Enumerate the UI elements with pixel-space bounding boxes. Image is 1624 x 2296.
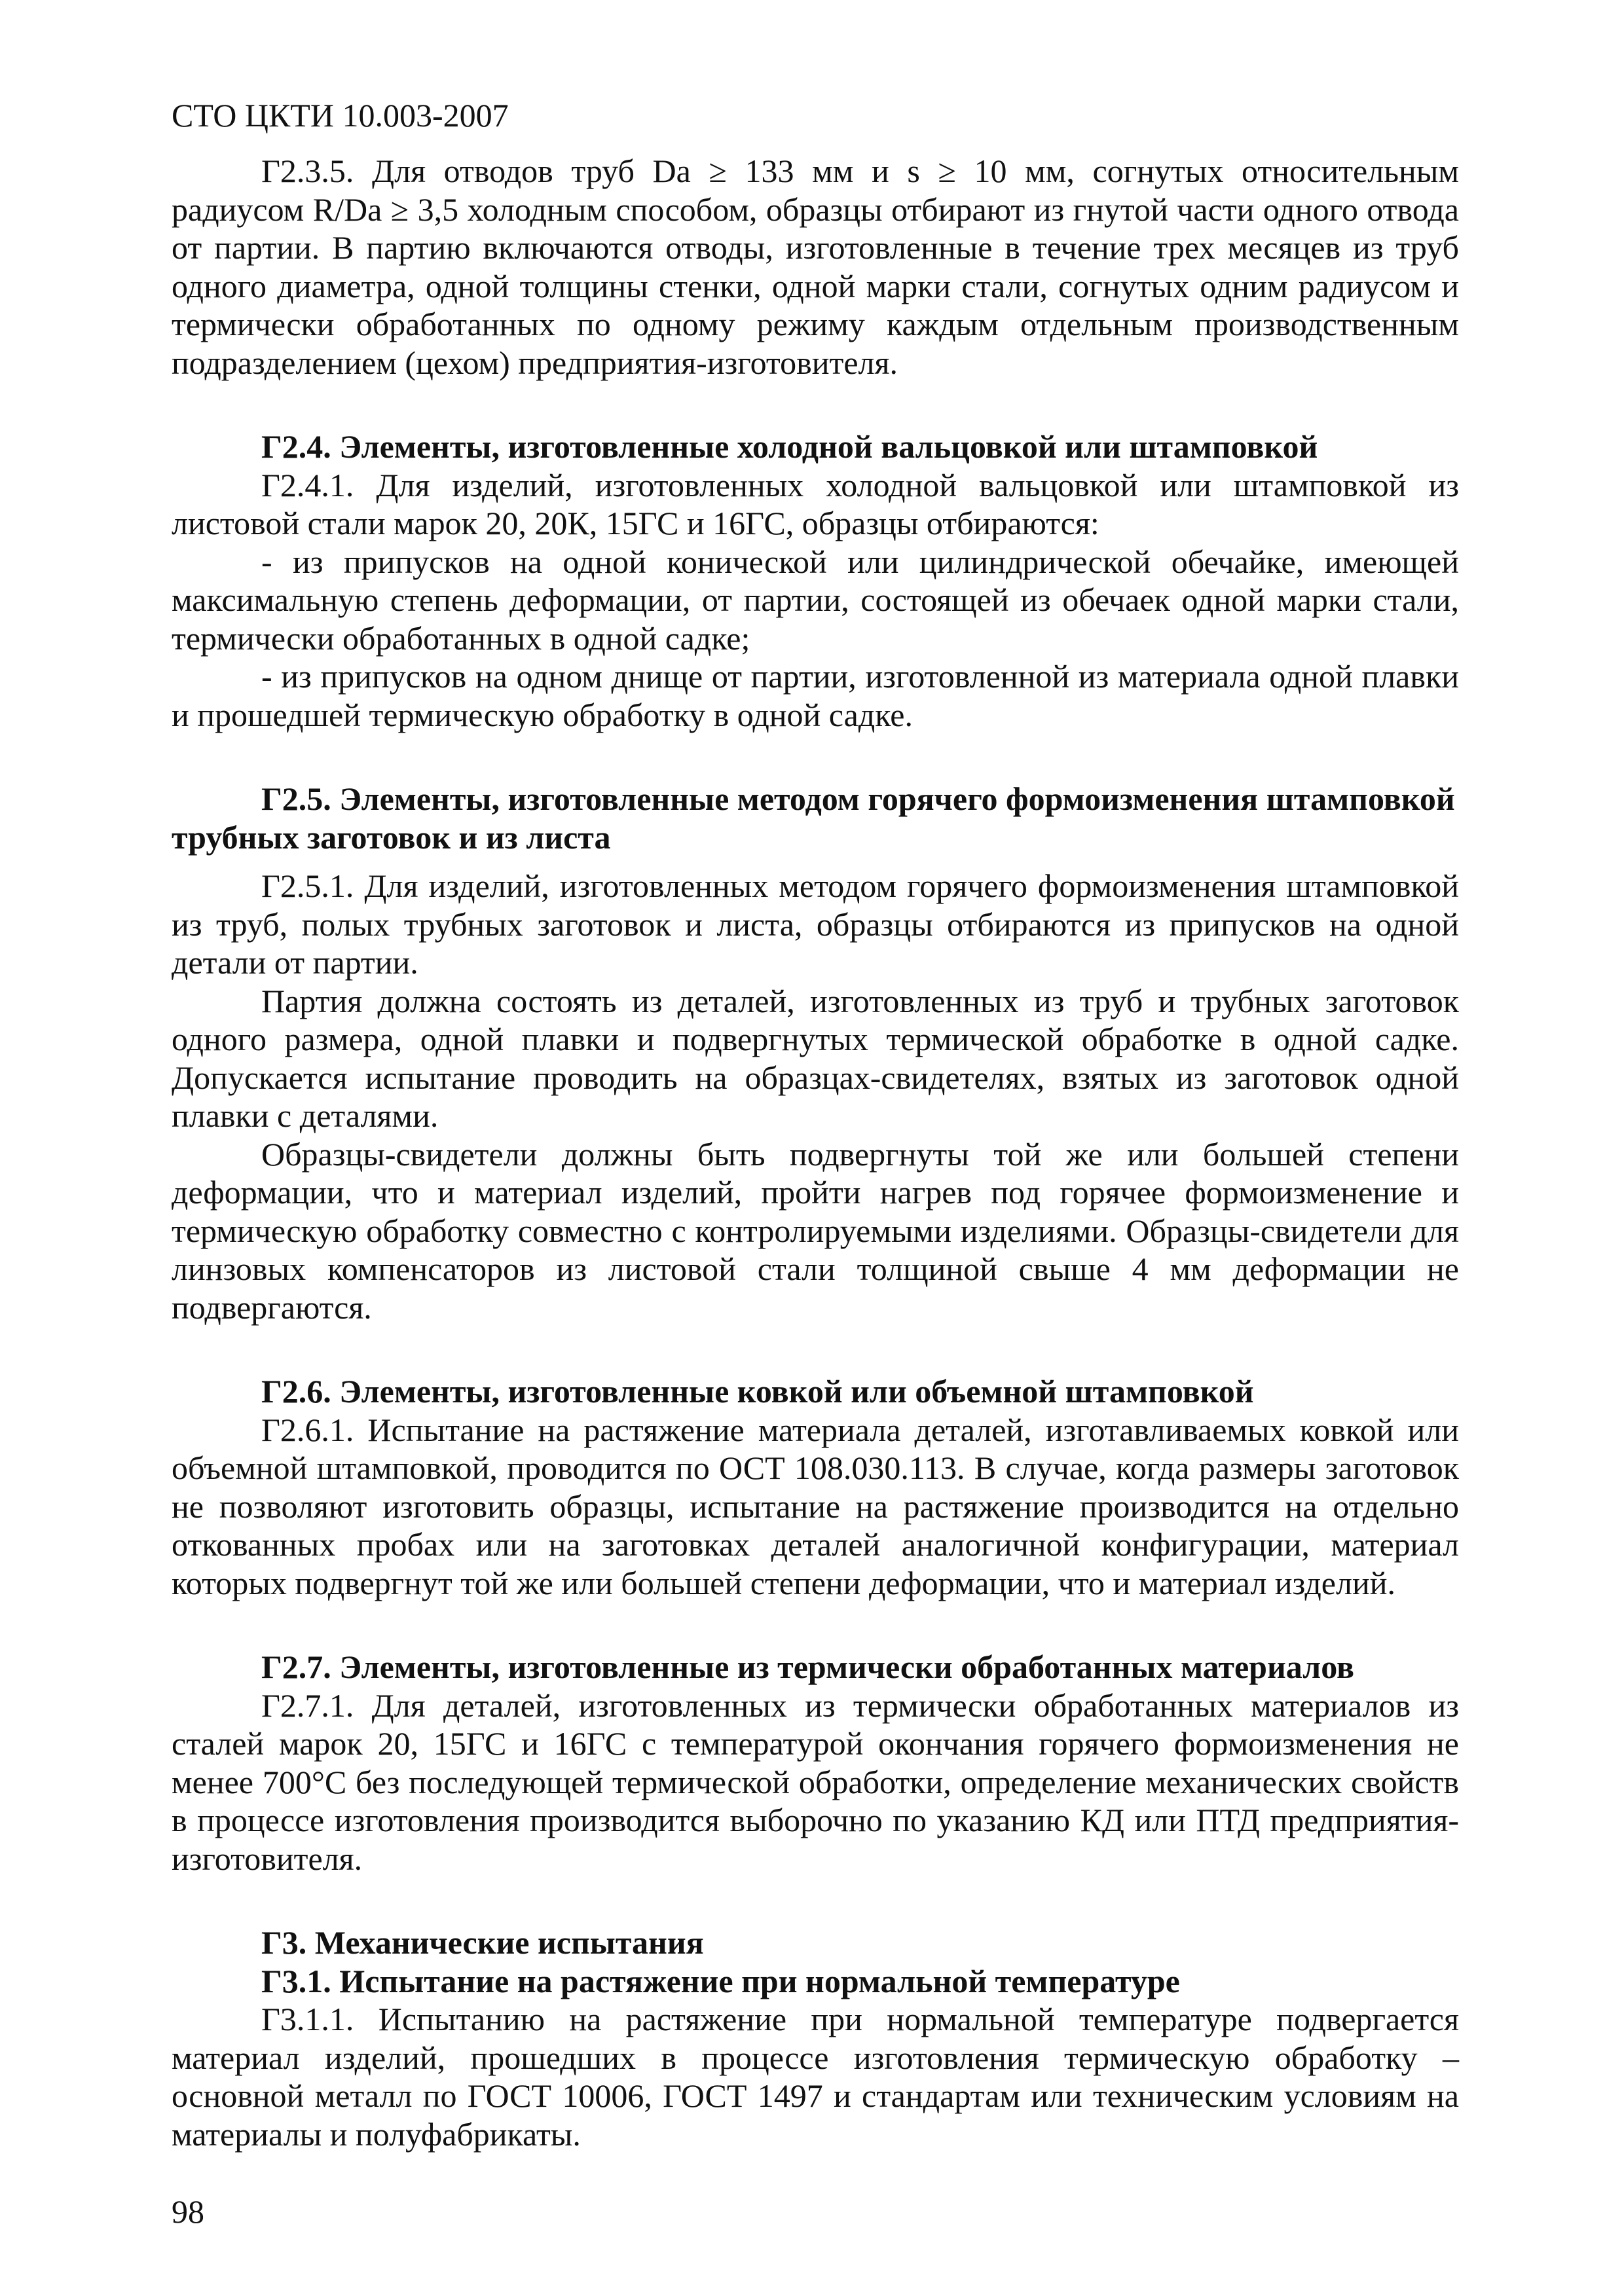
document-code-header: СТО ЦКТИ 10.003-2007 <box>172 97 509 134</box>
heading-g3-1: Г3.1. Испытание на растяжение при нормальной температуре <box>261 1962 1180 1999</box>
paragraph-g2-3-5: Г2.3.5. Для отводов труб Da ≥ 133 мм и s ≥ 10 мм, согнутых относительным радиусом R/Da ≥ 3,5 холодным способом, образцы отбирают из гнутой части одного отвода от партии. В партию включаются отводы, изготовленные в течение трех месяцев из труб одного диаметра, одной толщины стенки, одной марки стали, согнутых одним радиусом и термически обработанных по одному режиму каждым отдельным производственным подразделением (цехом) предприятия-изготовителя. <box>172 153 1459 381</box>
paragraph-g2-5-1: Г2.5.1. Для изделий, изготовленных методом горячего формоизменения штамповкой из труб, полых трубных заготовок и листа, образцы отбираются из припусков на одной детали от партии. <box>172 867 1459 981</box>
paragraph-g2-6-1: Г2.6.1. Испытание на растяжение материала деталей, изготавливаемых ковкой или объемной штамповкой, проводится по ОСТ 108.030.113. В случае, когда размеры заготовок не позволяют изготовить образцы, испытание на растяжение производится на отдельно откованных пробах или на заготовках деталей аналогичной конфигурации, материал которых подвергнут той же или большей степени деформации, что и материал изделий. <box>172 1411 1459 1601</box>
paragraph-g2-5-1-batch: Партия должна состоять из деталей, изготовленных из труб и трубных заготовок одного размера, одной плавки и подвергнутых термической обработке в одной садке. Допускается испытание проводить на образцах-свидетелях, взятых из заготовок одной плавки с деталями. <box>172 982 1459 1134</box>
list-item-g2-4-1-a: - из припусков на одной конической или цилиндрической обечайке, имеющей максимальную степень деформации, от партии, состоящей из обечаек одной марки стали, термически обработанных в одной садке; <box>172 543 1459 657</box>
paragraph-g3-1-1: Г3.1.1. Испытанию на растяжение при нормальной температуре подвергается материал изделий, прошедших в процессе изготовления термическую обработку – основной металл по ГОСТ 10006, ГОСТ 1497 и стандартам или техническим условиям на материалы и полуфабрикаты. <box>172 2001 1459 2153</box>
heading-g2-5: Г2.5. Элементы, изготовленные методом горячего формоизменения штамповкой трубных заготовок и из листа <box>172 780 1455 856</box>
heading-g2-6: Г2.6. Элементы, изготовленные ковкой или объемной штамповкой <box>261 1373 1254 1410</box>
paragraph-g2-4-1: Г2.4.1. Для изделий, изготовленных холодной вальцовкой или штамповкой из листовой стали марок 20, 20К, 15ГС и 16ГС, образцы отбираются: <box>172 466 1459 541</box>
list-item-g2-4-1-b: - из припусков на одном днище от партии, изготовленной из материала одной плавки и прошедшей термическую обработку в одной садке. <box>172 658 1459 733</box>
paragraph-g2-5-1-witness: Образцы-свидетели должны быть подвергнуты той же или большей степени деформации, что и материал изделий, пройти нагрев под горячее формоизменение и термическую обработку совместно с контролируемыми изделиями. Образцы-свидетели для линзовых компенсаторов из листовой стали толщиной свыше 4 мм деформации не подвергаются. <box>172 1135 1459 1326</box>
heading-g3: Г3. Механические испытания <box>261 1924 704 1961</box>
heading-g2-7: Г2.7. Элементы, изготовленные из термически обработанных материалов <box>261 1649 1354 1685</box>
document-body <box>172 152 1459 2153</box>
heading-g2-4: Г2.4. Элементы, изготовленные холодной вальцовкой или штамповкой <box>261 428 1318 465</box>
paragraph-g2-7-1: Г2.7.1. Для деталей, изготовленных из термически обработанных материалов из сталей марок 20, 15ГС и 16ГС с температурой окончания горячего формоизменения не менее 700°С без последующей термической обработки, определение механических свойств в процессе изготовления производится выборочно по указанию КД или ПТД предприятия-изготовителя. <box>172 1686 1459 1877</box>
page-number: 98 <box>172 2193 204 2230</box>
